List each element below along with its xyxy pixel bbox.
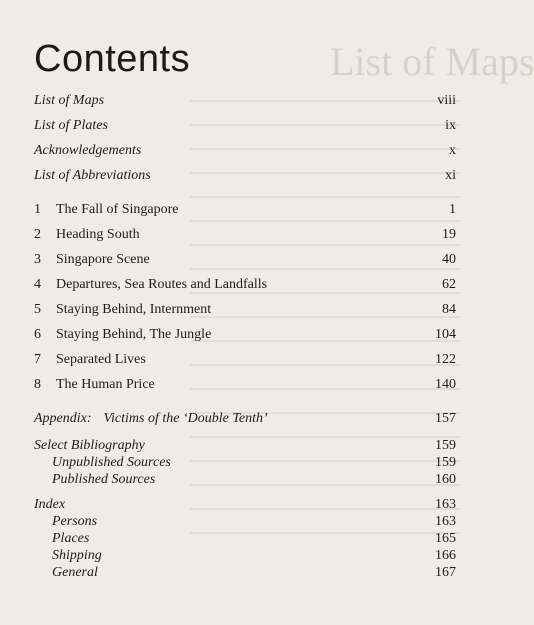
bibliography-sub-page: 160 — [435, 472, 456, 487]
appendix-title: Victims of the ‘Double Tenth’ — [103, 411, 268, 426]
chapter-entry — [0, 251, 480, 271]
chapter-page: 19 — [442, 227, 456, 242]
index-subentry — [0, 564, 480, 584]
toc-page: x — [449, 143, 456, 158]
chapter-page: 122 — [435, 352, 456, 367]
toc-entry — [0, 142, 480, 162]
index-label: Index — [34, 497, 66, 512]
chapter-number: 6 — [34, 327, 41, 342]
bibliography-sub-label: Published Sources — [52, 472, 156, 487]
toc-page: xi — [445, 168, 456, 183]
toc-label: List of Plates — [34, 118, 108, 133]
chapter-page: 140 — [435, 377, 456, 392]
chapter-title: Singapore Scene — [56, 252, 150, 267]
chapter-number: 1 — [34, 202, 41, 217]
chapter-entry — [0, 276, 480, 296]
toc-entry — [0, 117, 480, 137]
chapter-page: 104 — [435, 327, 456, 342]
chapter-title: Staying Behind, The Jungle — [56, 327, 212, 342]
chapter-title: Separated Lives — [56, 352, 146, 367]
toc-page: viii — [437, 93, 456, 108]
chapter-title: Heading South — [56, 227, 140, 242]
chapter-number: 5 — [34, 302, 41, 317]
chapter-page: 84 — [442, 302, 456, 317]
index-sub-page: 167 — [435, 565, 456, 580]
index-sub-label: Shipping — [52, 548, 102, 563]
appendix-entry — [0, 410, 480, 430]
show-through-text: List of Maps — [330, 39, 534, 84]
index-sub-label: Places — [52, 531, 90, 546]
index-sub-page: 166 — [435, 548, 456, 563]
index-sub-page: 163 — [435, 514, 456, 529]
bibliography-sub-page: 159 — [435, 455, 456, 470]
chapter-entry — [0, 351, 480, 371]
chapter-title: Departures, Sea Routes and Landfalls — [56, 277, 268, 292]
toc-page: ix — [445, 118, 456, 133]
page-title: Contents — [34, 38, 191, 80]
toc-label: Acknowledgements — [34, 143, 142, 158]
index-sub-label: General — [52, 565, 98, 580]
toc-label: List of Abbreviations — [34, 168, 151, 183]
toc-entry — [0, 167, 480, 187]
toc-entry — [0, 92, 480, 112]
bibliography-subentry — [0, 471, 480, 491]
chapter-entry — [0, 376, 480, 396]
chapter-title: Staying Behind, Internment — [56, 302, 212, 317]
chapter-page: 62 — [442, 277, 456, 292]
chapter-title: The Human Price — [56, 377, 155, 392]
chapter-number: 7 — [34, 352, 41, 367]
chapter-page: 1 — [449, 202, 456, 217]
chapter-title: The Fall of Singapore — [56, 202, 179, 217]
chapter-entry — [0, 326, 480, 346]
appendix-page: 157 — [435, 411, 456, 426]
bibliography-sub-label: Unpublished Sources — [52, 455, 171, 470]
chapter-number: 8 — [34, 377, 41, 392]
index-page: 163 — [435, 497, 456, 512]
chapter-number: 2 — [34, 227, 41, 242]
appendix-label: Appendix: — [34, 411, 92, 426]
bibliography-page: 159 — [435, 438, 456, 453]
index-sub-page: 165 — [435, 531, 456, 546]
bibliography-label: Select Bibliography — [34, 438, 145, 453]
chapter-page: 40 — [442, 252, 456, 267]
chapter-entry — [0, 201, 480, 221]
chapter-entry — [0, 226, 480, 246]
index-sub-label: Persons — [52, 514, 98, 529]
chapter-entry — [0, 301, 480, 321]
chapter-number: 4 — [34, 277, 41, 292]
toc-label: List of Maps — [34, 93, 105, 108]
chapter-number: 3 — [34, 252, 41, 267]
